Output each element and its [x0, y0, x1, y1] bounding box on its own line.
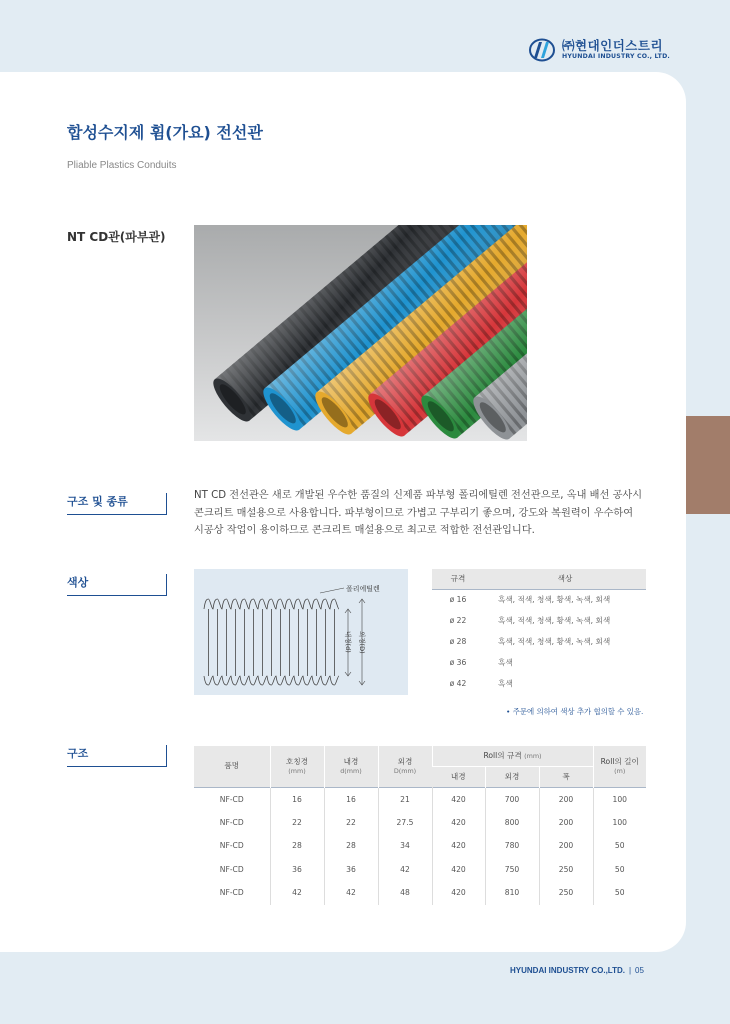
spec-cell: 250: [539, 881, 593, 905]
spec-cell: 50: [593, 834, 646, 858]
spec-cell: 250: [539, 858, 593, 882]
logo-english-text: HYUNDAI INDUSTRY CO., LTD.: [562, 53, 670, 61]
product-title: NT CD관(파부관): [67, 230, 166, 244]
color-table-row: [432, 589, 646, 610]
spec-cell: 780: [485, 834, 539, 858]
spec-cell: ø 16: [449, 595, 467, 605]
color-note: • 주문에 의하여 색상 추가 협의할 수 있음.: [506, 707, 644, 716]
logo-korean-text: ㈜현대인더스트리: [562, 37, 664, 53]
spec-cell: 42: [270, 881, 324, 905]
header-roll-inner: 내경: [432, 766, 485, 787]
spec-cell: 420: [432, 811, 485, 835]
spec-cell: 50: [593, 881, 646, 905]
spec-cell: 16: [324, 787, 378, 811]
spec-table-row: [194, 858, 646, 882]
color-cell: 흑색: [498, 658, 513, 667]
header-outer: 외경 D(mm): [378, 746, 432, 787]
spec-cell: 420: [432, 858, 485, 882]
spec-cell: ø 28: [449, 637, 467, 646]
page-subtitle: Pliable Plastics Conduits: [67, 160, 177, 171]
diagram-outer-label: 외경(D): [358, 631, 366, 654]
spec-cell: 420: [432, 881, 485, 905]
spec-cell: 21: [378, 787, 432, 811]
spec-cell: 22: [270, 811, 324, 835]
spec-cell: 200: [539, 834, 593, 858]
spec-table: [194, 746, 646, 905]
color-table-row: [432, 673, 646, 694]
color-cell: 흑색, 적색, 청색, 황색, 녹색, 회색: [498, 595, 611, 605]
footer-separator: |: [628, 966, 632, 975]
header-name: 품명: [194, 746, 270, 787]
color-cell: 흑색, 적색, 청색, 황색, 녹색, 회색: [498, 637, 611, 646]
section-label-structure-type: 구조 및 종류: [67, 493, 167, 515]
spec-cell: 810: [485, 881, 539, 905]
spec-cell: NF-CD: [219, 817, 244, 827]
spec-cell: ø 42: [449, 679, 467, 688]
spec-cell: 48: [378, 881, 432, 905]
conduit-diagram: [194, 569, 408, 695]
spec-cell: 42: [378, 858, 432, 882]
product-photo: [194, 225, 527, 441]
spec-cell: 36: [324, 858, 378, 882]
spec-cell: 42: [324, 881, 378, 905]
spec-cell: ø 22: [449, 616, 467, 625]
spec-cell: 100: [593, 811, 646, 835]
spec-cell: 34: [378, 834, 432, 858]
spec-cell: 36: [270, 858, 324, 882]
header-inner: 내경 d(mm): [324, 746, 378, 787]
footer-company: HYUNDAI INDUSTRY CO.,LTD.: [510, 966, 625, 975]
section-label-color: 색상: [67, 574, 167, 596]
spec-cell: 100: [593, 787, 646, 811]
logo-mark-icon: [528, 38, 558, 62]
product-description: [194, 487, 664, 540]
color-table-row: [432, 631, 646, 652]
diagram-inner-label: 내경(d): [344, 631, 352, 653]
spec-cell: 22: [324, 811, 378, 835]
header-color: 색상: [484, 569, 646, 589]
spec-cell: NF-CD: [219, 888, 244, 898]
spec-cell: 750: [485, 858, 539, 882]
company-logo: [528, 38, 670, 62]
header-roll: Roll의 규격 (mm): [432, 746, 593, 766]
diagram-material-label: 폴리에틸렌: [346, 585, 380, 593]
description-line: 시공상 작업이 용이하므로 콘크리트 매설용으로 최고로 적합한 전선관입니다.: [194, 525, 535, 536]
spec-cell: 800: [485, 811, 539, 835]
header-roll-outer: 외경: [485, 766, 539, 787]
section-label-structure: 구조: [67, 745, 167, 767]
spec-cell: NF-CD: [219, 794, 244, 804]
page-footer: [510, 966, 644, 975]
spec-cell: ø 36: [449, 658, 467, 667]
header-spec: 규격: [432, 569, 484, 589]
spec-cell: 200: [539, 787, 593, 811]
spec-table-row: [194, 787, 646, 811]
header-nominal: 호칭경 (mm): [270, 746, 324, 787]
spec-cell: 200: [539, 811, 593, 835]
spec-cell: 16: [270, 787, 324, 811]
header-roll-length: Roll의 길이 (m): [593, 746, 646, 787]
description-line: 콘크리트 매설용으로 사용합니다. 파부형이므로 가볍고 구부리기 좋으며, 강도와 복원력이 우수하여: [194, 507, 634, 519]
color-cell: 흑색: [498, 679, 513, 688]
spec-cell: 50: [593, 858, 646, 882]
color-table-header: [432, 569, 646, 589]
spec-cell: 420: [432, 787, 485, 811]
color-table: [432, 569, 646, 694]
spec-table-row: [194, 881, 646, 905]
side-tab: [686, 416, 730, 514]
spec-cell: 28: [270, 834, 324, 858]
spec-cell: 420: [432, 834, 485, 858]
spec-cell: 27.5: [378, 811, 432, 835]
spec-table-row: [194, 834, 646, 858]
description-line: NT CD 전선관은 새로 개발된 우수한 품질의 신제품 파부형 폴리에틸렌 전선관으로, 옥내 배선 공사시: [194, 490, 643, 501]
spec-table-row: [194, 811, 646, 835]
color-cell: 흑색, 적색, 청색, 황색, 녹색, 회색: [498, 616, 611, 625]
spec-cell: 700: [485, 787, 539, 811]
header-roll-width: 폭: [539, 766, 593, 787]
spec-cell: NF-CD: [219, 864, 244, 874]
color-table-row: [432, 652, 646, 673]
spec-cell: NF-CD: [219, 841, 244, 851]
page-number: 05: [635, 966, 644, 975]
page-title: 합성수지제 휨(가요) 전선관: [67, 123, 263, 142]
color-table-row: [432, 610, 646, 631]
spec-cell: 28: [324, 834, 378, 858]
